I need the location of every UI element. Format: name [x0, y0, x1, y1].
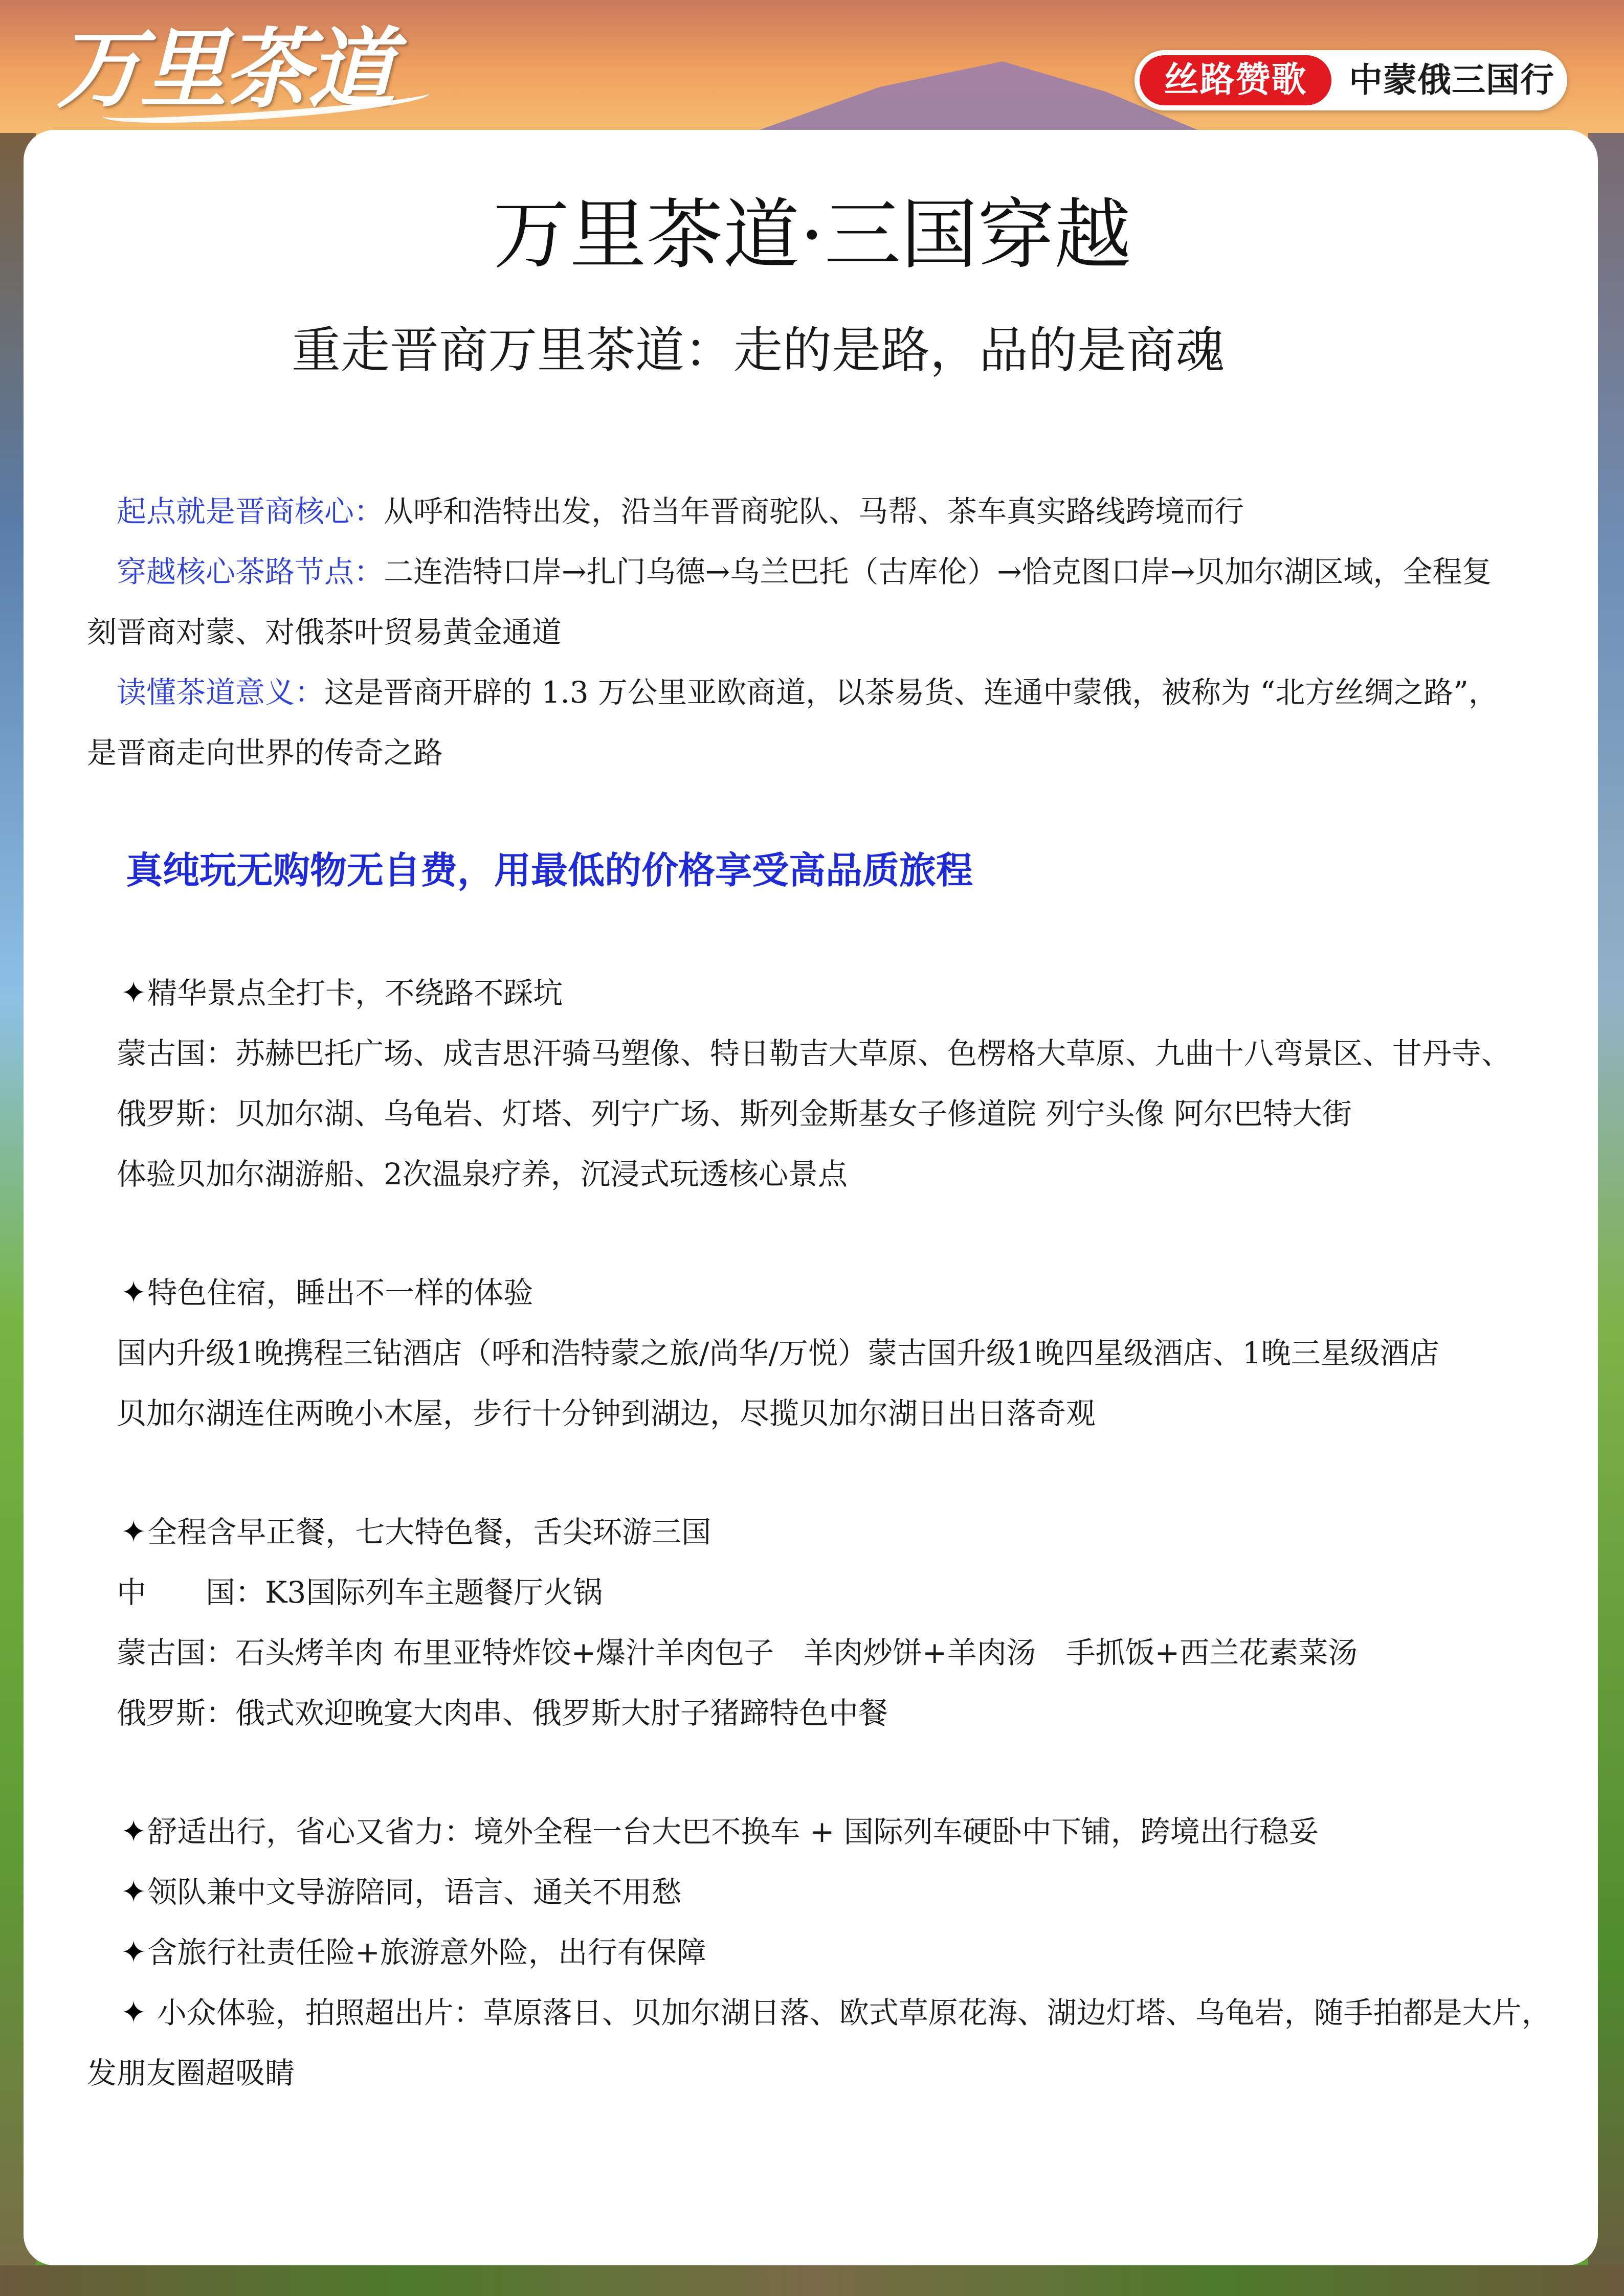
- sparkle-icon: ✦: [121, 1995, 147, 2031]
- spots-line: 俄罗斯：贝加尔湖、乌龟岩、灯塔、列宁广场、斯列金斯基女子修道院 列宁头像 阿尔巴特大街: [117, 1096, 1352, 1131]
- food-line: 蒙古国：石头烤羊肉 布里亚特炸饺+爆汁羊肉包子 羊肉炒饼+羊肉汤 手抓饭+西兰花素菜汤: [117, 1635, 1358, 1670]
- spots-line: 体验贝加尔湖游船、2次温泉疗养，沉浸式玩透核心景点: [117, 1157, 848, 1191]
- intro-continuation: 是晋商走向世界的传奇之路: [87, 735, 443, 770]
- photo-text: 小众体验，拍照超出片：草原落日、贝加尔湖日落、欧式草原花海、湖边灯塔、乌龟岩，随手拍都是大片，: [147, 1995, 1551, 2030]
- sparkle-icon: ✦: [121, 1814, 147, 1850]
- photo-line: [121, 1992, 1551, 2033]
- sparkle-icon: ✦: [121, 1514, 147, 1550]
- intro-line: [117, 491, 1244, 532]
- section-heading-food: [121, 1512, 711, 1552]
- intro-label: 起点就是晋商核心：: [117, 494, 384, 529]
- intro-line: [117, 672, 1498, 713]
- section-heading-spots: [121, 973, 563, 1014]
- sparkle-icon: ✦: [121, 1275, 147, 1311]
- section-heading-hotel: [121, 1272, 533, 1313]
- hotel-line: 贝加尔湖连住两晚小木屋，步行十分钟到湖边，尽揽贝加尔湖日出日落奇观: [117, 1396, 1096, 1431]
- badge-red-label: 丝路赞歌: [1140, 55, 1331, 105]
- section-heading-text: 精华景点全打卡，不绕路不踩坑: [147, 976, 563, 1010]
- food-line: 中 国：K3国际列车主题餐厅火锅: [117, 1575, 603, 1610]
- sparkle-icon: ✦: [121, 1874, 147, 1910]
- sparkle-icon: ✦: [121, 975, 147, 1011]
- extra-text: 领队兼中文导游陪同，语言、通关不用愁: [147, 1875, 682, 1909]
- food-line: 俄罗斯：俄式欢迎晚宴大肉串、俄罗斯大肘子猪蹄特色中餐: [117, 1696, 888, 1730]
- bottom-railway-strip: [0, 2265, 1624, 2296]
- brand-logo: 万里茶道: [56, 18, 392, 120]
- badge-route-label: 中蒙俄三国行: [1349, 60, 1554, 100]
- intro-text: 从呼和浩特出发，沿当年晋商驼队、马帮、茶车真实路线跨境而行: [384, 494, 1244, 529]
- photo-continuation: 发朋友圈超吸睛: [87, 2056, 295, 2090]
- spots-line: 蒙古国：苏赫巴托广场、成吉思汗骑马塑像、特日勒吉大草原、色楞格大草原、九曲十八弯景区、甘丹寺、: [117, 1036, 1511, 1071]
- section-heading-text: 特色住宿，睡出不一样的体验: [147, 1275, 533, 1310]
- extra-line: [121, 1932, 706, 1973]
- intro-text: 这是晋商开辟的 1.3 万公里亚欧商道，以茶易货、连通中蒙俄，被称为 “北方丝绸之路”，: [324, 675, 1498, 710]
- intro-line: [117, 551, 1492, 592]
- extra-text: 舒适出行，省心又省力：境外全程一台大巴不换车 + 国际列车硬卧中下铺，跨境出行稳妥: [147, 1814, 1319, 1849]
- extra-line: [121, 1872, 681, 1912]
- intro-label: 穿越核心茶路节点：: [117, 554, 384, 589]
- extra-line: [121, 1811, 1319, 1852]
- hotel-line: 国内升级1晚携程三钻酒店（呼和浩特蒙之旅/尚华/万悦）蒙古国升级1晚四星级酒店、1晚三星级酒店: [117, 1336, 1439, 1370]
- extra-text: 含旅行社责任险+旅游意外险，出行有保障: [147, 1935, 706, 1970]
- page-title: 万里茶道·三国穿越: [493, 191, 1131, 280]
- intro-continuation: 刻晋商对蒙、对俄茶叶贸易黄金通道: [87, 615, 562, 649]
- section-heading-text: 全程含早正餐，七大特色餐，舌尖环游三国: [147, 1515, 711, 1549]
- page-subtitle: 重走晋商万里茶道：走的是路，品的是商魂: [292, 322, 1225, 379]
- intro-label: 读懂茶道意义：: [117, 675, 325, 710]
- promo-headline: 真纯玩无购物无自费，用最低的价格享受高品质旅程: [126, 849, 973, 892]
- intro-text: 二连浩特口岸→扎门乌德→乌兰巴托（古库伦）→恰克图口岸→贝加尔湖区域，全程复: [384, 554, 1492, 589]
- sparkle-icon: ✦: [121, 1934, 147, 1970]
- route-badge: [1134, 50, 1567, 110]
